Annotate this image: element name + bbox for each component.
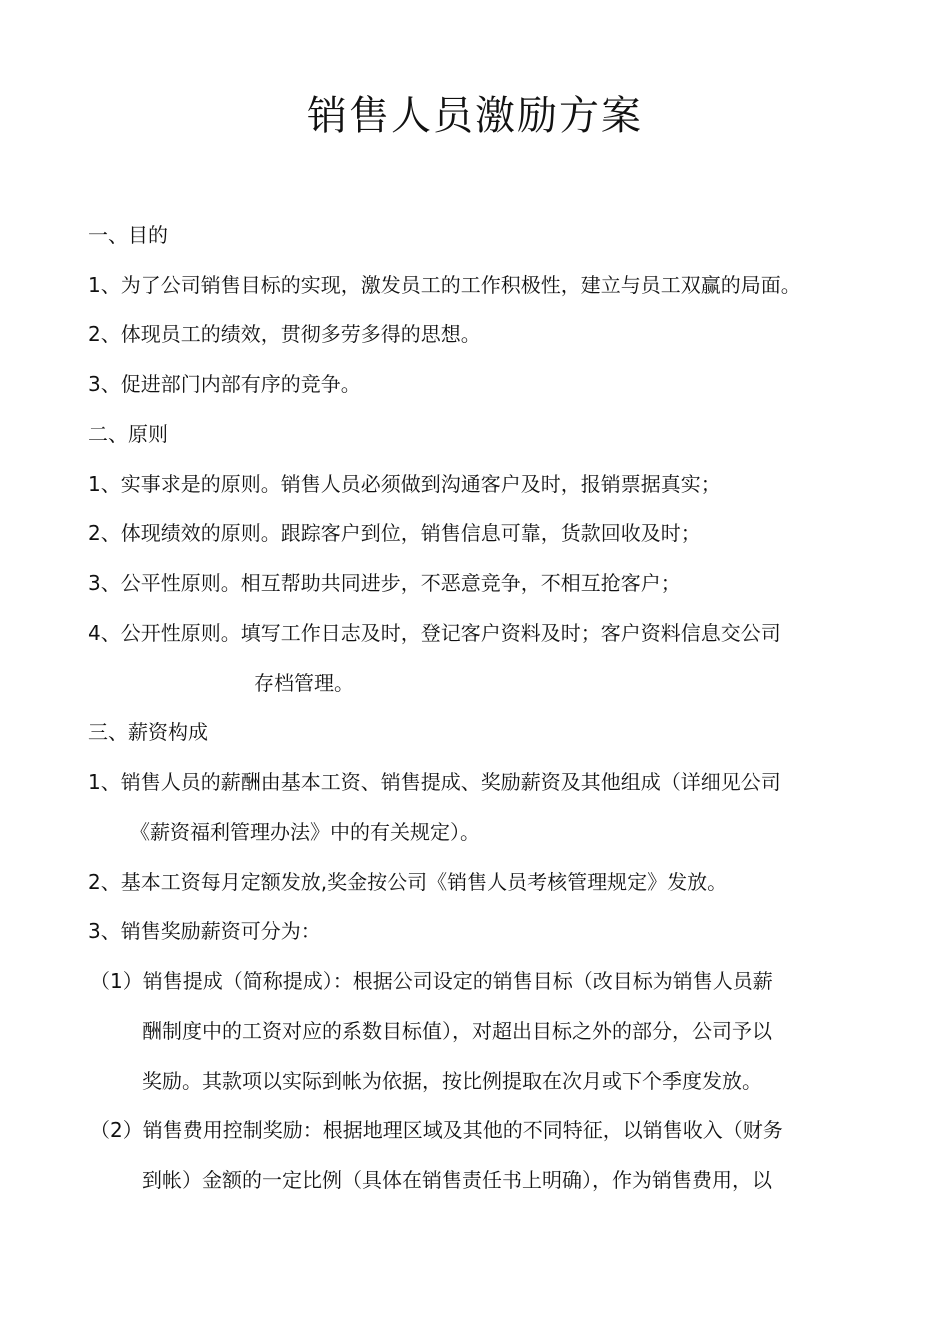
paragraph-line: 2、基本工资每月定额发放,奖金按公司《销售人员考核管理规定》发放。	[88, 870, 728, 894]
paragraph-line: 1、为了公司销售目标的实现，激发员工的工作积极性，建立与员工双赢的局面。	[88, 273, 801, 297]
section-heading-principles: 二、原则	[88, 422, 168, 446]
paragraph-line-continued: 存档管理。	[254, 671, 354, 695]
section-heading-salary: 三、薪资构成	[88, 720, 208, 744]
paragraph-line: 2、体现绩效的原则。跟踪客户到位，销售信息可靠，货款回收及时；	[88, 521, 701, 545]
sub-item-line: （2）销售费用控制奖励：根据地理区域及其他的不同特征，以销售收入（财务	[90, 1118, 783, 1142]
paragraph-line: 3、销售奖励薪资可分为：	[88, 919, 321, 943]
sub-item-line-continued: 奖励。其款项以实际到帐为依据，按比例提取在次月或下个季度发放。	[142, 1069, 762, 1093]
paragraph-line: 2、体现员工的绩效，贯彻多劳多得的思想。	[88, 322, 481, 346]
section-heading-purpose: 一、目的	[88, 223, 168, 247]
paragraph-line: 4、公开性原则。填写工作日志及时，登记客户资料及时；客户资料信息交公司	[88, 621, 781, 645]
paragraph-line: 1、销售人员的薪酬由基本工资、销售提成、奖励薪资及其他组成（详细见公司	[88, 770, 781, 794]
paragraph-line: 3、公平性原则。相互帮助共同进步，不恶意竞争，不相互抢客户；	[88, 571, 681, 595]
paragraph-line: 3、促进部门内部有序的竞争。	[88, 372, 361, 396]
document-title: 销售人员激励方案	[307, 93, 643, 139]
sub-item-line-continued: 酬制度中的工资对应的系数目标值），对超出目标之外的部分，公司予以	[142, 1019, 772, 1043]
paragraph-line: 1、实事求是的原则。销售人员必须做到沟通客户及时，报销票据真实；	[88, 472, 721, 496]
paragraph-line-continued: 《薪资福利管理办法》中的有关规定）。	[130, 820, 480, 844]
sub-item-line-continued: 到帐）金额的一定比例（具体在销售责任书上明确），作为销售费用，以	[142, 1168, 772, 1192]
sub-item-line: （1）销售提成（简称提成）：根据公司设定的销售目标（改目标为销售人员薪	[90, 969, 773, 993]
